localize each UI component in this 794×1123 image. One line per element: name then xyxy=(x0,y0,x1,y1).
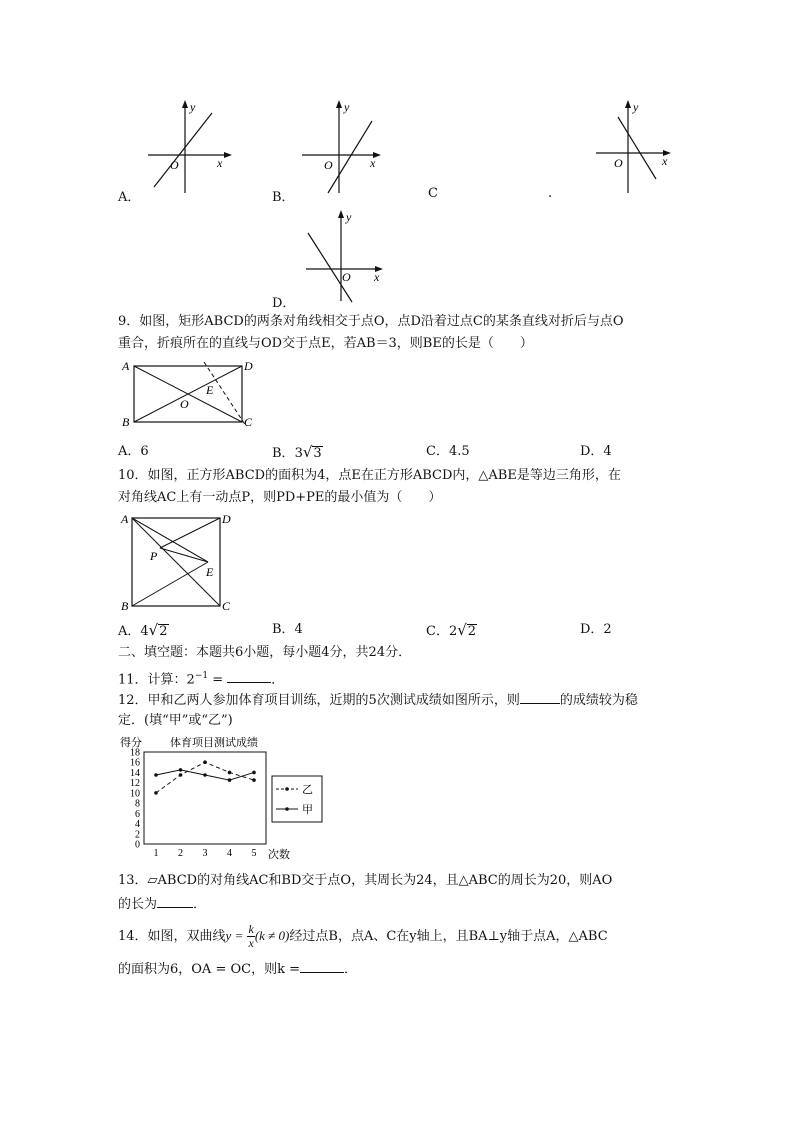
q8-d-origin: O xyxy=(342,270,351,284)
q9-option-b: B．3√3 xyxy=(272,443,322,461)
q14-fraction: $\frac{k}{x}$ xyxy=(248,922,254,950)
q9-text-line2: 重合，折痕所在的直线与OD交于点E，若AB＝3，则BE的长是（ ） xyxy=(118,336,533,351)
q9-point-c: C xyxy=(244,415,253,429)
chart-xtick-label: 3 xyxy=(202,848,208,859)
chart-ytick-label: 18 xyxy=(130,747,140,759)
q13-answer-blank[interactable] xyxy=(157,893,193,908)
chart-xlabel: 次数 xyxy=(268,849,290,861)
q10-point-c: C xyxy=(222,599,231,613)
q10-option-d: D．2 xyxy=(580,622,612,637)
chart-ytick-label: 14 xyxy=(130,767,140,779)
q8-d-x-label: x xyxy=(374,270,380,284)
q9-text-line1: 9．如图，矩形ABCD的两条对角线相交于点O，点D沿着过点C的某条直线对折后与点O xyxy=(118,314,624,329)
q8-graph-a xyxy=(140,95,240,195)
chart-xtick-label: 5 xyxy=(251,848,257,859)
q10-option-c: C．2√2 xyxy=(426,621,477,639)
chart-ytick-label: 2 xyxy=(135,829,140,841)
chart-ytick-label: 6 xyxy=(135,808,140,820)
q14-text-line1: 14．如图，双曲线y = $\frac{k}{x}(k \ne 0)$经过点B，点A、C在y轴上，且BA⊥y轴于点A，△ABC xyxy=(118,922,608,950)
q8-c-y-label: y xyxy=(633,100,639,114)
q13-text-line2: 的长为 ． xyxy=(118,893,206,915)
section-2-heading: 二、填空题：本题共6小题，每小题4分，共24分． xyxy=(118,645,412,660)
q10-figure xyxy=(118,510,238,614)
chart-ytick-label: 4 xyxy=(135,819,140,831)
q8-b-x-label: x xyxy=(370,156,376,170)
q9-point-o: O xyxy=(180,397,189,411)
q8-option-c-label: C xyxy=(428,186,438,201)
q8-b-origin: O xyxy=(324,158,333,172)
q8-a-origin: O xyxy=(170,158,179,172)
chart-ytick-label: 16 xyxy=(130,757,140,769)
q10-option-b: B．4 xyxy=(272,622,303,637)
chart-point xyxy=(252,771,256,775)
chart-point xyxy=(179,773,183,777)
chart-legend xyxy=(272,776,322,822)
chart-xtick-label: 4 xyxy=(227,848,232,859)
chart-point xyxy=(203,773,207,777)
q8-graph-d xyxy=(300,205,395,305)
q8-option-d-label: D． xyxy=(272,296,296,311)
q12-chart xyxy=(118,734,333,864)
q10-point-e: E xyxy=(206,565,214,579)
legend-label-yi: 乙 xyxy=(302,784,313,796)
chart-ytick-label: 0 xyxy=(135,839,140,851)
q10-option-a: A．4√2 xyxy=(118,621,168,639)
chart-point xyxy=(203,760,207,764)
q8-a-x-label: x xyxy=(217,156,223,170)
q8-d-y-label: y xyxy=(346,210,352,224)
chart-xtick-label: 2 xyxy=(178,848,183,859)
q9-point-e: E xyxy=(206,383,214,397)
q12-answer-blank[interactable] xyxy=(520,689,560,704)
q8-option-b-label: B． xyxy=(272,190,295,205)
q10-text-line1: 10．如图，正方形ABCD的面积为4，点E在正方形ABCD内，△ABE是等边三角形，在 xyxy=(118,468,621,483)
q9-option-c: C．4.5 xyxy=(426,444,470,459)
chart-ylabel: 得分 xyxy=(120,737,142,749)
q8-option-c-dot: . xyxy=(548,186,553,201)
q9-option-a: A．6 xyxy=(118,444,149,459)
chart-plot-frame xyxy=(144,752,266,844)
q10-point-d: D xyxy=(222,512,231,526)
chart-ytick-label: 12 xyxy=(130,778,140,790)
q11-answer-blank[interactable] xyxy=(227,668,271,683)
chart-point xyxy=(252,778,256,782)
q10-text-line2: 对角线AC上有一动点P，则PD+PE的最小值为（ ） xyxy=(118,490,442,505)
chart-xtick-label: 1 xyxy=(153,848,159,859)
chart-ytick-label: 8 xyxy=(135,798,140,810)
q9-option-d: D．4 xyxy=(580,444,612,459)
chart-title: 体育项目测试成绩 xyxy=(170,737,258,749)
q8-graph-c xyxy=(590,95,680,195)
q8-option-a-label: A． xyxy=(118,190,141,205)
q13-text-line1: 13．▱ABCD的对角线AC和BD交于点O，其周长为24，且△ABC的周长为20，则AO xyxy=(118,873,613,888)
q9-point-b: B xyxy=(122,415,130,429)
q10-point-p: P xyxy=(150,549,158,563)
chart-point xyxy=(228,771,232,775)
chart-point xyxy=(154,773,158,777)
chart-point xyxy=(179,768,183,772)
q10-point-a: A xyxy=(121,512,129,526)
q14-answer-blank[interactable] xyxy=(300,958,344,973)
q9-point-a: A xyxy=(122,359,130,373)
q8-a-y-label: y xyxy=(190,100,196,114)
legend-label-jia: 甲 xyxy=(302,804,313,816)
q12-text-line1: 12．甲和乙两人参加体育项目训练，近期的5次测试成绩如图所示，则 的成绩较为稳 xyxy=(118,689,638,711)
chart-point xyxy=(154,791,158,795)
chart-point xyxy=(228,778,232,782)
q10-point-b: B xyxy=(121,599,129,613)
q11-text: 11．计算：$2^{-1}$ = ． xyxy=(118,666,284,690)
q14-text-line2: 的面积为6，OA = OC，则k = ． xyxy=(118,958,357,980)
q8-c-origin: O xyxy=(614,156,623,170)
q8-graph-b xyxy=(296,95,396,195)
q9-point-d: D xyxy=(244,359,253,373)
chart-ytick-label: 10 xyxy=(130,788,140,800)
q9-figure xyxy=(118,356,258,432)
q8-c-x-label: x xyxy=(662,154,668,168)
q8-b-y-label: y xyxy=(344,100,350,114)
q12-text-line2: 定．(填“甲”或“乙”) xyxy=(118,713,233,728)
